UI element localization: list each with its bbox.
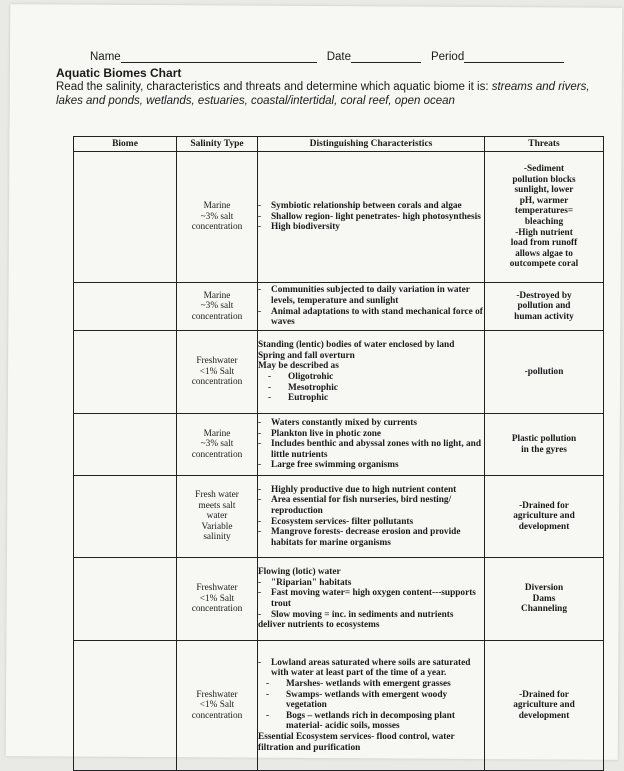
threat-text: development [518, 710, 570, 721]
salinity-text: concentration [191, 377, 243, 388]
salinity-cell [177, 331, 258, 414]
aquatic-biomes-table [73, 136, 604, 771]
table-row [74, 152, 604, 283]
characteristic-item: Essential Ecosystem services- flood control, water filtration and purification [258, 731, 455, 753]
characteristics-cell [258, 152, 485, 283]
threat-text: -Drained for [519, 689, 569, 700]
biome-answer-cell[interactable] [74, 414, 177, 476]
threat-text: development [518, 521, 570, 532]
characteristic-item: - Plankton live in photic zone [258, 429, 484, 440]
threat-text: in the gyres [521, 444, 567, 455]
threat-text: Channeling [521, 604, 567, 615]
characteristics-cell [258, 641, 485, 771]
characteristics-list [258, 285, 484, 327]
characteristics-list [258, 201, 484, 233]
characteristic-item: - "Riparian" habitats [258, 578, 484, 589]
instructions [56, 80, 606, 108]
biome-answer-cell[interactable] [74, 558, 177, 641]
salinity-cell [177, 476, 258, 558]
characteristic-item: - Ecosystem services- filter pollutants [258, 517, 484, 528]
threat-text: human activity [514, 311, 574, 322]
characteristics-cell [258, 476, 485, 558]
instructions-lead: Read the salinity, characteristics and threats and determine which aquatic biome it is: [56, 81, 489, 93]
salinity-text: Marine [203, 428, 231, 439]
characteristics-cell [258, 283, 485, 331]
table-row [74, 283, 604, 331]
threats-cell [485, 283, 604, 331]
salinity-text: Freshwater [196, 583, 238, 594]
threats-cell [485, 558, 604, 641]
characteristic-item: - Slow moving = inc. in sediments and nutrients [258, 610, 484, 621]
table-row [74, 558, 604, 641]
name-blank[interactable] [121, 51, 317, 63]
characteristic-item: Spring and fall overturn [258, 350, 355, 361]
characteristic-item: - Communities subjected to daily variation in water levels, temperature and sunlight [258, 285, 484, 306]
biome-answer-cell[interactable] [74, 641, 177, 771]
threats-cell [485, 414, 604, 476]
characteristic-item: - Large free swimming organisms [258, 460, 484, 471]
salinity-text: concentration [191, 710, 243, 721]
characteristic-item: Flowing (lotic) water [258, 567, 341, 578]
threat-text: allows algae to [515, 248, 573, 259]
salinity-text: Freshwater [196, 356, 238, 367]
characteristic-item: deliver nutrients to ecosystems [258, 620, 380, 631]
salinity-text: Freshwater [196, 689, 238, 700]
characteristic-item: - Highly productive due to high nutrient content [258, 485, 484, 496]
characteristic-item: May be described as [258, 361, 339, 372]
salinity-text: Marine [203, 201, 231, 212]
salinity-text: <1% Salt [199, 593, 235, 604]
salinity-text: concentration [191, 311, 243, 322]
threats-cell [485, 152, 604, 283]
salinity-text: Fresh water [195, 490, 239, 501]
table-body [74, 152, 604, 771]
salinity-cell [177, 152, 258, 283]
characteristic-item: - High biodiversity [258, 222, 484, 233]
threat-text: -High nutrient [515, 227, 573, 238]
characteristic-item: - Lowland areas saturated where soils are saturated with water at least part of the time of a year. [258, 658, 484, 679]
characteristic-item: - Oligotrohic [258, 372, 484, 383]
header-salinity: Salinity Type [177, 137, 258, 152]
salinity-text: ~3% salt [200, 439, 234, 450]
characteristic-item: - Symbiotic relationship between corals and algae [258, 201, 484, 212]
characteristics-list [258, 567, 484, 631]
characteristic-item: Standing (lentic) bodies of water enclosed by land [258, 340, 455, 351]
threat-text: agriculture and [513, 511, 575, 522]
table-row [74, 414, 604, 476]
period-blank[interactable] [464, 51, 564, 63]
characteristic-item: - Includes benthic and abyssal zones with no light, and little nutrients [258, 439, 484, 460]
biome-options: streams and rivers, lakes and ponds, wetlands, estuaries, coastal/intertidal, coral reef, open ocean [56, 81, 590, 107]
date-blank[interactable] [351, 51, 421, 63]
biome-answer-cell[interactable] [74, 476, 177, 558]
salinity-text: meets salt [198, 500, 236, 511]
characteristic-item: - Mangrove forests- decrease erosion and provide habitats for marine organisms [258, 527, 484, 548]
salinity-text: ~3% salt [200, 301, 234, 312]
biome-answer-cell[interactable] [74, 331, 177, 414]
header-biome: Biome [74, 137, 177, 152]
salinity-text: Variable [201, 521, 233, 532]
characteristics-cell [258, 558, 485, 641]
table-row [74, 476, 604, 558]
characteristic-item: - Fast moving water= high oxygen content---supports trout [258, 588, 484, 609]
characteristics-cell [258, 414, 485, 476]
threat-text: agriculture and [513, 700, 575, 711]
characteristics-list [258, 340, 484, 404]
threat-text: -Destroyed by [516, 290, 572, 301]
name-label: Name [90, 51, 121, 63]
table-row [74, 641, 604, 771]
salinity-text: concentration [191, 604, 243, 615]
characteristic-item: - Swamps- wetlands with emergent woody vegetation [258, 690, 484, 711]
salinity-cell [177, 641, 258, 771]
table-header-row [74, 137, 604, 152]
threat-text: Dams [532, 593, 556, 604]
threats-cell [485, 331, 604, 414]
biome-answer-cell[interactable] [74, 283, 177, 331]
characteristics-list [258, 658, 484, 753]
characteristic-item: - Waters constantly mixed by currents [258, 418, 484, 429]
threat-text: pH, warmer [519, 195, 569, 206]
threats-cell [485, 641, 604, 771]
characteristics-list [258, 485, 484, 549]
salinity-cell [177, 558, 258, 641]
salinity-text: salinity [203, 532, 231, 543]
characteristic-item: - Animal adaptations to with stand mechanical force of waves [258, 307, 484, 328]
date-label: Date [326, 51, 351, 63]
characteristics-cell [258, 331, 485, 414]
salinity-text: <1% Salt [199, 700, 235, 711]
threat-text: temperatures= [514, 206, 574, 217]
table-row [74, 331, 604, 414]
threat-text: outcompete coral [509, 259, 579, 270]
salinity-text: Marine [203, 290, 231, 301]
threat-text: load from runoff [510, 238, 578, 249]
period-label: Period [430, 51, 465, 63]
worksheet-title: Aquatic Biomes Chart [56, 66, 182, 80]
biome-answer-cell[interactable] [74, 152, 177, 283]
threat-text: Plastic pollution [511, 433, 577, 444]
salinity-text: concentration [191, 222, 243, 233]
salinity-text: concentration [191, 449, 243, 460]
characteristic-item: - Area essential for fish nurseries, bird nesting/ reproduction [258, 495, 484, 516]
salinity-text: water [206, 511, 228, 522]
threat-text: -Drained for [519, 500, 569, 511]
header-threats: Threats [485, 137, 604, 152]
salinity-text: ~3% salt [200, 211, 234, 222]
threats-cell [485, 476, 604, 558]
threat-text: pollution blocks [512, 174, 576, 185]
characteristic-item: - Mesotrophic [258, 383, 484, 394]
characteristic-item: - Marshes- wetlands with emergent grasses [258, 679, 484, 690]
salinity-cell [177, 283, 258, 331]
salinity-cell [177, 414, 258, 476]
threat-text: sunlight, lower [514, 185, 574, 196]
characteristic-item: - Shallow region- light penetrates- high photosynthesis [258, 212, 484, 223]
threat-text: -pollution [524, 366, 564, 377]
salinity-text: <1% Salt [199, 366, 235, 377]
threat-text: bleaching [524, 217, 564, 227]
threat-text: -Sediment [523, 164, 565, 175]
header-characteristics: Distinguishing Characteristics [258, 137, 485, 152]
threat-text: pollution and [517, 301, 571, 312]
threat-text: Diversion [524, 583, 564, 594]
characteristic-item: - Bogs – wetlands rich in decomposing plant material- acidic soils, mosses [258, 711, 484, 732]
characteristic-item: - Eutrophic [258, 393, 484, 404]
characteristics-list [258, 418, 484, 471]
student-info-header [52, 47, 597, 63]
